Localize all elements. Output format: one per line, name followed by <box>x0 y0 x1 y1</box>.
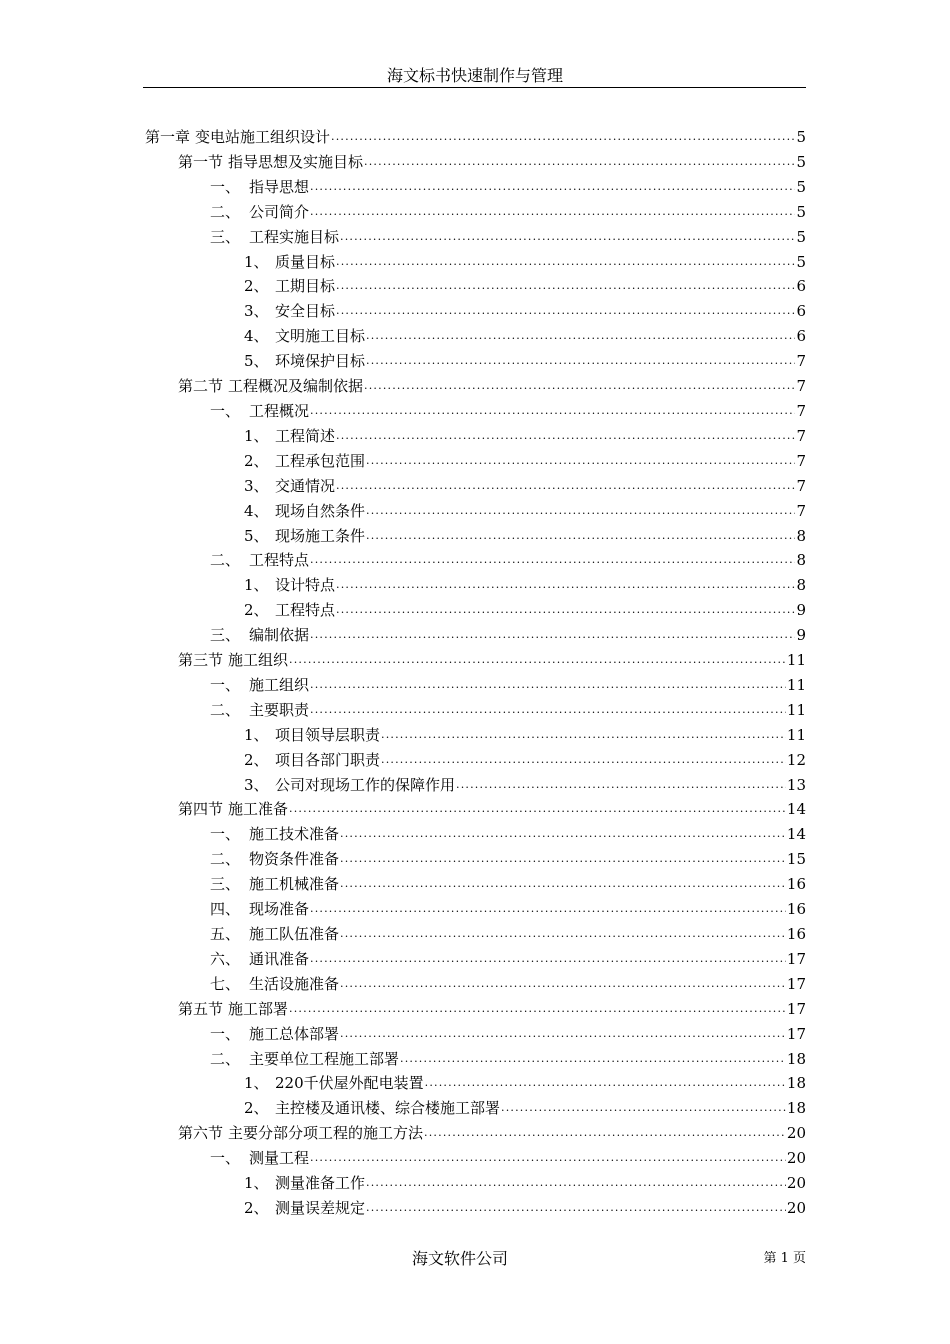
toc-entry-page: 14 <box>786 825 806 844</box>
toc-entry[interactable] <box>145 725 806 750</box>
toc-entry-page: 5 <box>796 202 806 221</box>
toc-entry-title: 施工准备 <box>228 800 289 819</box>
toc-dot-leader <box>310 202 795 222</box>
toc-entry-number: 一、 <box>210 177 241 196</box>
toc-entry-number: 2、 <box>244 1099 269 1118</box>
toc-entry[interactable] <box>145 1173 806 1198</box>
toc-dot-leader <box>501 1098 786 1118</box>
toc-entry-page: 9 <box>796 626 806 645</box>
toc-entry[interactable] <box>145 575 806 600</box>
toc-dot-leader <box>366 526 795 546</box>
toc-entry[interactable] <box>145 127 806 152</box>
toc-entry-page: 17 <box>786 1024 806 1043</box>
toc-entry[interactable] <box>145 451 806 476</box>
header-divider <box>143 87 806 88</box>
toc-dot-leader <box>366 451 795 471</box>
toc-entry-title: 变电站施工组织设计 <box>195 128 331 146</box>
toc-entry[interactable] <box>145 152 806 177</box>
toc-entry-title: 施工组织 <box>228 651 289 670</box>
toc-entry-title: 安全目标 <box>275 302 336 321</box>
toc-entry-number: 1、 <box>244 725 269 744</box>
toc-entry-page: 8 <box>796 551 806 570</box>
toc-entry-number: 1、 <box>244 426 269 445</box>
toc-dot-leader <box>336 575 795 595</box>
toc-entry-title: 施工部署 <box>228 999 289 1018</box>
toc-dot-leader <box>289 999 786 1019</box>
toc-entry-number: 1、 <box>244 576 269 595</box>
toc-entry-page: 16 <box>786 925 806 943</box>
toc-entry-title: 工程简述 <box>275 426 336 445</box>
toc-entry-number: 1、 <box>244 1074 269 1093</box>
toc-entry-title: 测量工程 <box>249 1149 310 1168</box>
toc-entry-title: 施工组织 <box>249 675 310 694</box>
toc-entry-page: 9 <box>796 601 806 620</box>
toc-entry[interactable] <box>145 899 806 924</box>
toc-entry[interactable] <box>145 376 806 401</box>
toc-dot-leader <box>310 625 795 645</box>
toc-entry[interactable] <box>145 1123 806 1148</box>
toc-entry-title: 施工机械准备 <box>249 875 340 894</box>
toc-entry-number: 一、 <box>210 1024 241 1043</box>
toc-entry[interactable] <box>145 501 806 526</box>
toc-entry-number: 七、 <box>210 974 241 993</box>
toc-entry[interactable] <box>145 750 806 775</box>
toc-entry-page: 6 <box>796 277 806 296</box>
footer-company: 海文软件公司 <box>411 1249 508 1268</box>
toc-entry-title: 工期目标 <box>275 277 336 296</box>
toc-entry-title: 施工技术准备 <box>249 825 340 844</box>
toc-entry-number: 一、 <box>210 825 241 844</box>
toc-entry-page: 16 <box>786 900 806 919</box>
toc-entry[interactable] <box>145 1073 806 1098</box>
toc-entry-page: 5 <box>796 128 806 146</box>
toc-entry-page: 11 <box>786 651 806 670</box>
toc-entry-title: 环境保护目标 <box>275 352 366 371</box>
toc-entry[interactable] <box>145 227 806 252</box>
toc-entry-number: 二、 <box>210 1049 241 1068</box>
toc-entry-title: 主要职责 <box>249 700 310 719</box>
toc-entry-title: 现场自然条件 <box>275 501 366 520</box>
toc-entry-page: 15 <box>786 850 806 869</box>
toc-dot-leader <box>336 276 795 296</box>
toc-entry[interactable] <box>145 849 806 874</box>
toc-dot-leader <box>336 600 795 620</box>
toc-entry-title: 主要单位工程施工部署 <box>249 1049 400 1068</box>
toc-entry-page: 11 <box>786 725 806 744</box>
toc-entry-number: 二、 <box>210 202 241 221</box>
toc-entry-title: 质量目标 <box>275 252 336 271</box>
toc-entry-page: 7 <box>796 352 806 371</box>
toc-entry-page: 14 <box>786 800 806 819</box>
toc-dot-leader <box>381 725 786 745</box>
toc-dot-leader <box>366 351 795 371</box>
page-header-title: 海文标书快速制作与管理 <box>386 66 563 85</box>
toc-entry-number: 1、 <box>244 252 269 271</box>
toc-entry-title: 设计特点 <box>275 576 336 595</box>
toc-entry-number: 3、 <box>244 476 269 495</box>
toc-entry-title: 项目各部门职责 <box>275 750 381 769</box>
toc-entry[interactable] <box>145 799 806 824</box>
toc-entry-title: 工程特点 <box>249 551 310 570</box>
toc-entry-page: 18 <box>786 1074 806 1093</box>
toc-entry-number: 一、 <box>210 1149 241 1168</box>
toc-entry-page: 20 <box>786 1174 806 1193</box>
toc-entry[interactable] <box>145 526 806 551</box>
toc-dot-leader <box>310 401 795 421</box>
toc-entry[interactable] <box>145 177 806 202</box>
toc-dot-leader <box>336 426 795 446</box>
toc-entry-page: 5 <box>796 152 806 171</box>
toc-entry-title: 编制依据 <box>249 626 310 645</box>
toc-entry[interactable] <box>145 202 806 227</box>
toc-entry[interactable] <box>145 999 806 1024</box>
toc-entry-title: 施工队伍准备 <box>249 925 340 943</box>
toc-entry-number: 第一节 <box>178 152 224 171</box>
toc-entry[interactable] <box>145 326 806 351</box>
toc-entry-title: 测量准备工作 <box>275 1174 366 1193</box>
toc-dot-leader <box>340 227 795 247</box>
toc-dot-leader <box>310 675 786 695</box>
toc-entry-page: 7 <box>796 426 806 445</box>
toc-entry-page: 20 <box>786 1198 806 1217</box>
toc-entry[interactable] <box>145 276 806 301</box>
toc-dot-leader <box>456 775 786 795</box>
toc-entry[interactable] <box>145 1198 806 1223</box>
toc-entry-title: 交通情况 <box>275 476 336 495</box>
toc-entry-title: 物资条件准备 <box>249 850 340 869</box>
toc-entry-number: 三、 <box>210 875 241 894</box>
toc-entry[interactable] <box>145 1098 806 1123</box>
toc-dot-leader <box>381 750 786 770</box>
toc-entry[interactable] <box>145 824 806 849</box>
toc-entry-page: 6 <box>796 302 806 321</box>
toc-entry[interactable] <box>145 974 806 999</box>
toc-dot-leader <box>340 924 786 944</box>
toc-entry[interactable] <box>145 426 806 451</box>
toc-entry[interactable] <box>145 351 806 376</box>
toc-dot-leader <box>424 1123 786 1143</box>
toc-entry-page: 18 <box>786 1099 806 1118</box>
toc-dot-leader <box>336 252 795 272</box>
toc-entry-page: 11 <box>786 675 806 694</box>
toc-dot-leader <box>340 849 786 869</box>
toc-entry-page: 7 <box>796 377 806 396</box>
toc-entry[interactable] <box>145 1049 806 1074</box>
toc-dot-leader <box>366 1173 786 1193</box>
toc-entry-page: 17 <box>786 974 806 993</box>
toc-entry-page: 17 <box>786 949 806 968</box>
toc-entry-number: 一、 <box>210 401 241 420</box>
toc-entry-title: 项目领导层职责 <box>275 725 381 744</box>
toc-entry-page: 7 <box>796 401 806 420</box>
toc-entry-page: 5 <box>796 252 806 271</box>
toc-entry-number: 5、 <box>244 526 269 545</box>
toc-entry-page: 11 <box>786 700 806 719</box>
toc-entry[interactable] <box>145 924 806 949</box>
toc-entry-page: 7 <box>796 476 806 495</box>
toc-entry[interactable] <box>145 1148 806 1173</box>
toc-entry-number: 第一章 <box>145 128 191 146</box>
toc-entry[interactable] <box>145 252 806 277</box>
toc-entry-title: 主控楼及通讯楼、综合楼施工部署 <box>275 1099 501 1118</box>
toc-entry-number: 4、 <box>244 327 269 346</box>
toc-entry-title: 工程概况及编制依据 <box>228 377 364 396</box>
toc-entry-title: 现场准备 <box>249 900 310 919</box>
toc-dot-leader <box>425 1073 786 1093</box>
toc-entry-number: 四、 <box>210 900 241 919</box>
footer-page-number: 第 1 页 <box>763 1251 806 1266</box>
toc-entry-title: 主要分部分项工程的施工方法 <box>228 1124 424 1143</box>
toc-entry-number: 第二节 <box>178 377 224 396</box>
toc-entry-number: 3、 <box>244 302 269 321</box>
toc-entry-page: 12 <box>786 750 806 769</box>
toc-entry-title: 施工总体部署 <box>249 1024 340 1043</box>
toc-entry-number: 第四节 <box>178 800 224 819</box>
toc-dot-leader <box>340 974 786 994</box>
toc-entry-title: 公司简介 <box>249 202 310 221</box>
toc-entry-title: 文明施工目标 <box>275 327 366 346</box>
toc-entry-number: 2、 <box>244 1198 269 1217</box>
toc-entry-title: 测量误差规定 <box>275 1198 366 1217</box>
toc-entry-number: 第五节 <box>178 999 224 1018</box>
toc-dot-leader <box>366 1198 786 1218</box>
toc-dot-leader <box>336 476 795 496</box>
toc-entry-page: 18 <box>786 1049 806 1068</box>
toc-dot-leader <box>310 177 795 197</box>
toc-entry[interactable] <box>145 301 806 326</box>
toc-entry-number: 第三节 <box>178 651 224 670</box>
toc-entry-page: 7 <box>796 451 806 470</box>
toc-entry-title: 指导思想 <box>249 177 310 196</box>
toc-entry-number: 2、 <box>244 601 269 620</box>
toc-entry-title: 工程特点 <box>275 601 336 620</box>
toc-entry[interactable] <box>145 476 806 501</box>
toc-entry-title: 通讯准备 <box>249 949 310 968</box>
toc-entry-title: 生活设施准备 <box>249 974 340 993</box>
toc-entry-number: 1、 <box>244 1174 269 1193</box>
toc-dot-leader <box>310 1148 786 1168</box>
toc-entry-page: 17 <box>786 999 806 1018</box>
toc-dot-leader <box>366 501 795 521</box>
toc-entry-page: 8 <box>796 526 806 545</box>
toc-dot-leader <box>331 127 795 147</box>
toc-entry-page: 5 <box>796 177 806 196</box>
toc-entry-number: 3、 <box>244 775 269 794</box>
toc-entry-number: 5、 <box>244 352 269 371</box>
toc-entry-title: 工程概况 <box>249 401 310 420</box>
toc-entry-number: 2、 <box>244 451 269 470</box>
toc-entry-page: 13 <box>786 775 806 794</box>
toc-entry-number: 2、 <box>244 750 269 769</box>
toc-entry-number: 二、 <box>210 700 241 719</box>
toc-entry-title: 工程实施目标 <box>249 227 340 246</box>
toc-entry-number: 三、 <box>210 626 241 645</box>
toc-entry-number: 二、 <box>210 551 241 570</box>
toc-entry[interactable] <box>145 1024 806 1049</box>
toc-entry[interactable] <box>145 600 806 625</box>
toc-entry-title: 指导思想及实施目标 <box>228 152 364 171</box>
toc-dot-leader <box>310 550 795 570</box>
toc-entry-page: 20 <box>786 1124 806 1143</box>
toc-entry[interactable] <box>145 700 806 725</box>
toc-entry-title: 现场施工条件 <box>275 526 366 545</box>
toc-entry[interactable] <box>145 401 806 426</box>
toc-entry-page: 20 <box>786 1149 806 1168</box>
toc-entry[interactable] <box>145 949 806 974</box>
toc-dot-leader <box>340 824 786 844</box>
toc-entry-number: 第六节 <box>178 1124 224 1143</box>
toc-entry[interactable] <box>145 675 806 700</box>
toc-entry-page: 6 <box>796 327 806 346</box>
toc-dot-leader <box>364 152 795 172</box>
toc-dot-leader <box>340 874 786 894</box>
toc-entry-number: 六、 <box>210 949 241 968</box>
toc-entry[interactable] <box>145 650 806 675</box>
table-of-contents <box>145 127 806 1223</box>
toc-entry-page: 8 <box>796 576 806 595</box>
toc-entry-number: 2、 <box>244 277 269 296</box>
toc-dot-leader <box>310 899 786 919</box>
toc-entry-title: 公司对现场工作的保障作用 <box>275 775 456 794</box>
toc-entry-number: 一、 <box>210 675 241 694</box>
toc-entry-number: 三、 <box>210 227 241 246</box>
toc-dot-leader <box>289 799 786 819</box>
toc-dot-leader <box>336 301 795 321</box>
toc-entry-page: 7 <box>796 501 806 520</box>
toc-entry-number: 五、 <box>210 925 241 943</box>
toc-entry[interactable] <box>145 775 806 800</box>
toc-entry[interactable] <box>145 550 806 575</box>
toc-entry-title: 220千伏屋外配电装置 <box>275 1074 424 1093</box>
toc-dot-leader <box>289 650 786 670</box>
toc-entry-title: 工程承包范围 <box>275 451 366 470</box>
toc-entry-number: 4、 <box>244 501 269 520</box>
toc-dot-leader <box>400 1049 786 1069</box>
toc-dot-leader <box>310 949 786 969</box>
toc-dot-leader <box>366 326 795 346</box>
toc-dot-leader <box>310 700 786 720</box>
toc-entry-page: 5 <box>796 227 806 246</box>
toc-entry[interactable] <box>145 874 806 899</box>
toc-entry-page: 16 <box>786 875 806 894</box>
toc-dot-leader <box>340 1024 786 1044</box>
toc-dot-leader <box>364 376 795 396</box>
toc-entry[interactable] <box>145 625 806 650</box>
toc-entry-number: 二、 <box>210 850 241 869</box>
